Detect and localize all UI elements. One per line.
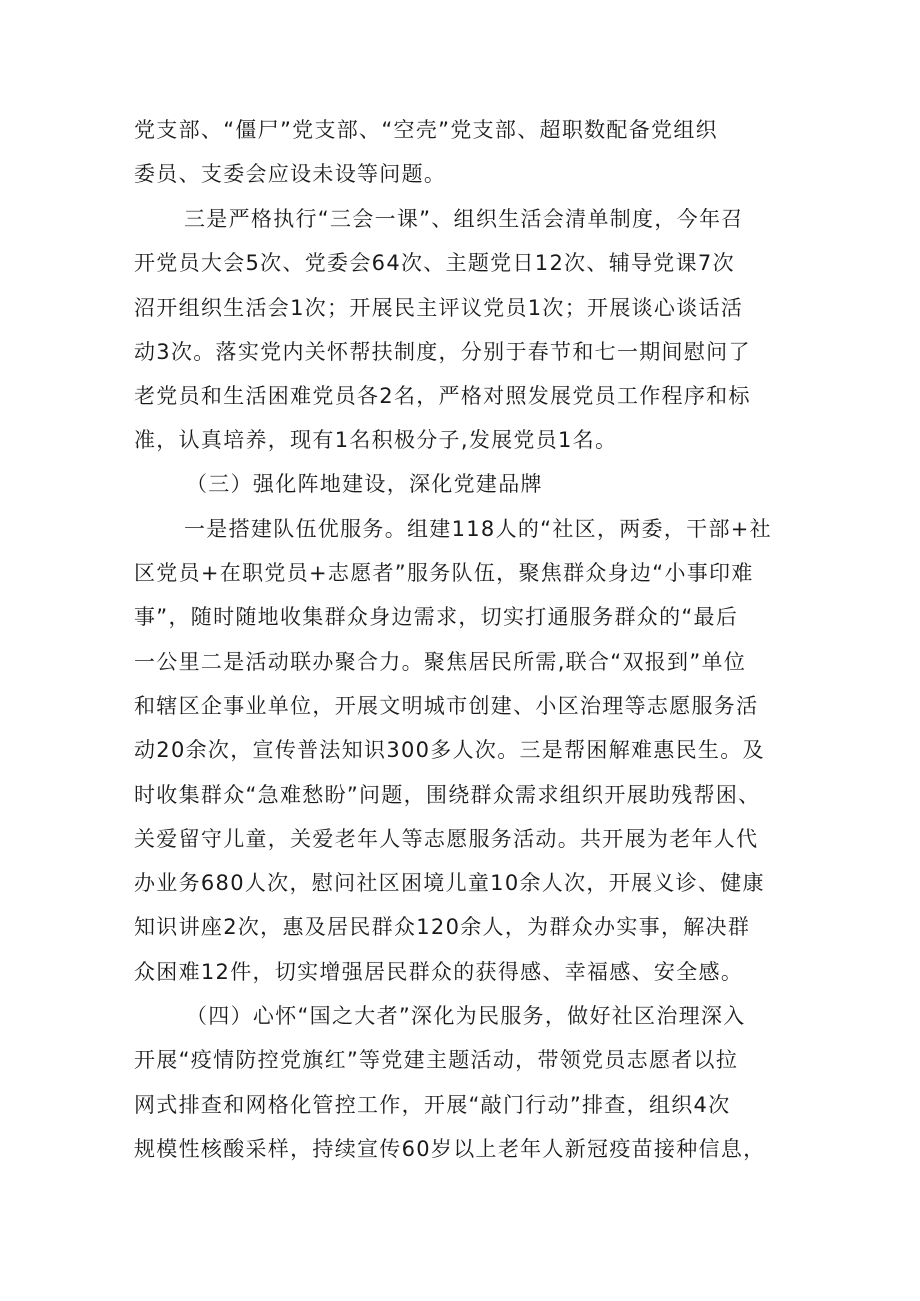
body-text-line: 规模性核酸采样，持续宣传60岁以上老年人新冠疫苗接种信息， [134,1137,766,1161]
body-text-line: 办业务680人次，慰问社区困境儿童10余人次，开展义诊、健康 [134,871,765,895]
body-text-line: 动20余次，宣传普法知识300多人次。三是帮困解难惠民生。及 [134,738,765,762]
body-text-line: 网式排查和网格化管控工作，开展“敲门行动”排查，组织4次 [134,1093,731,1117]
body-text-line: 沼开组织生活会1次；开展民主评议党员1次；开展谈心谈话活 [134,296,744,320]
body-text-line: 准，认真培养，现有1名积极分子,发展党员1名。 [134,428,618,452]
paragraph-start-line: 一是搭建队伍优服务。组建118人的“社区，两委，干部+社 [184,517,772,541]
body-text-line: 开展“疫情防控党旗红”等党建主题活动，带领党员志愿者以拉 [134,1048,739,1072]
body-text-line: 知识讲座2次，惠及居民群众120余人，为群众办实事，解决群 [134,915,751,939]
body-text-line: 关爱留守儿童，关爱老年人等志愿服务活动。共开展为老年人代 [134,827,759,851]
body-text-line: 党支部、“僵尸”党支部、“空壳”党支部、超职数配备党组织 [134,118,718,142]
body-text-line: 时收集群众“急难愁盼”问题，围绕群众需求组织开展助残帮困、 [134,783,761,807]
body-text-line: 区党员+在职党员+志愿者”服务队伍，聚焦群众身边“小事印难 [134,561,754,585]
body-text-line: 众困难12件，切实增强居民群众的获得感、幸福感、安全感。 [134,960,744,984]
body-text-line: 老党员和生活困难党员各2名，严格对照发展党员工作程序和标 [134,384,751,408]
body-text-line: 委员、支委会应设未设等问题。 [134,162,447,186]
paragraph-start-line: 三是严格执行“三会一课”、组织生活会清单制度，今年召 [184,207,744,231]
body-text-line: 和辖区企事业单位，开展文明城市创建、小区治理等志愿服务活 [134,694,759,718]
body-text-line: 动3次。落实党内关怀帮扶制度，分别于春节和七一期间慰问了 [134,340,751,364]
section-heading: （四）心怀“国之大者”深化为民服务，做好社区治理深入 [186,1004,746,1028]
section-heading: （三）强化阵地建设，深化党建品牌 [186,472,543,496]
body-text-line: 一公里二是活动联办聚合力。聚焦居民所需,联合“双报到”单位 [134,650,747,674]
body-text-line: 事”，随时随地收集群众身边需求，切实打通服务群众的“最后 [134,605,739,629]
body-text-line: 开党员大会5次、党委会64次、主题党日12次、辅导党课7次 [134,251,735,275]
